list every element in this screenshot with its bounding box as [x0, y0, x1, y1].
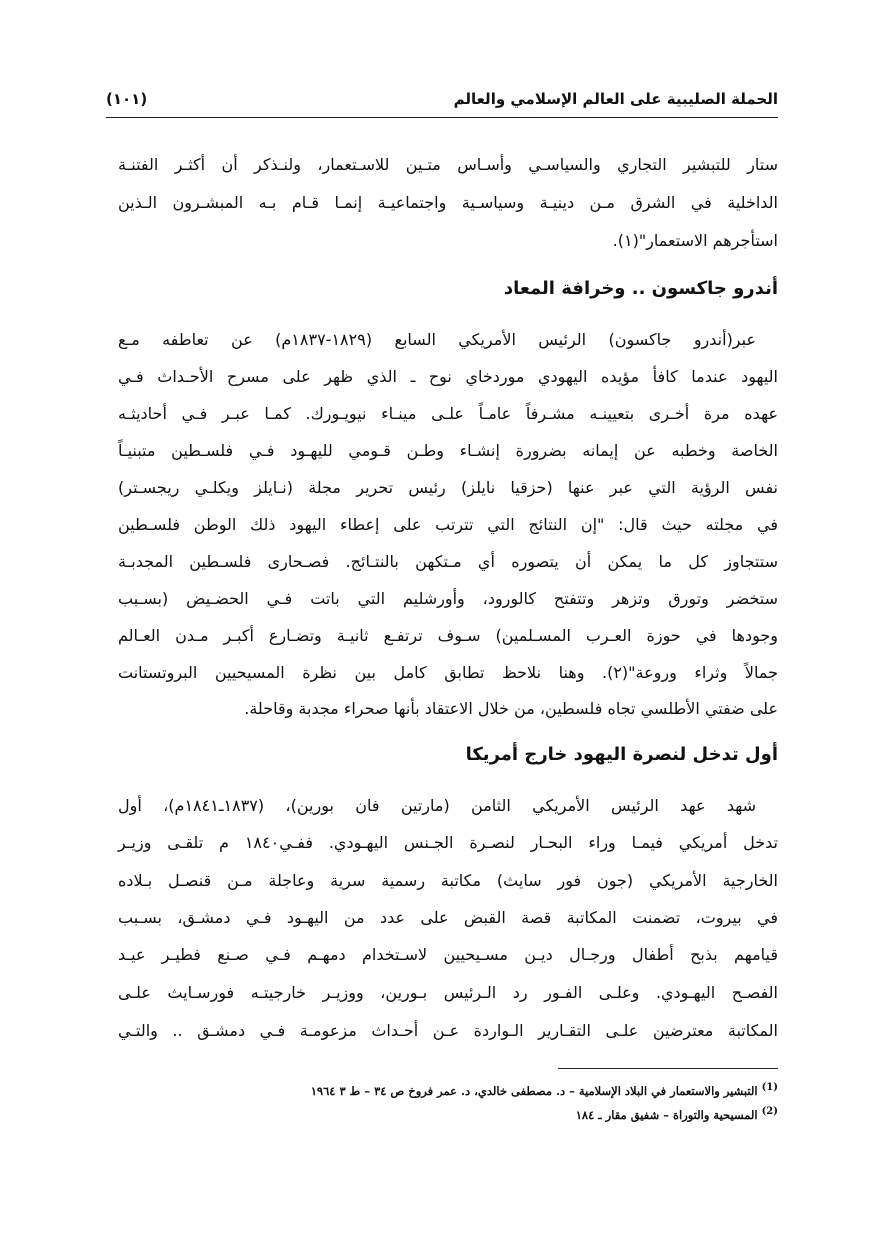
text-line: ستتجاوز كل ما يمكن أن يتصوره أي مـتكهن بالنتـائج. فصـحارى فلسـطين المجدبـة: [118, 552, 778, 571]
text-line: قيامهم بذبح أطفال ورجـال ديـن مسـيحيين لاسـتخدام دمهـم فـي صـنع فطيـر عيـد: [118, 945, 778, 964]
text-line: الفصـح اليهـودي. وعلـى الفـور رد الـرئيس بـورين، ووزيـر خارجيتـه فورسـايث علـى: [118, 983, 778, 1002]
text-line: اليهود عندما كافأ مؤيده اليهودي موردخاي نوح ـ الذي ظهر على مسرح الأحـداث فـي: [118, 367, 778, 386]
footnote-mark: (1): [761, 1082, 778, 1093]
text-line: وجودها في حوزة العـرب المسـلمين) سـوف ترتفـع ثانيـة وتضـارع أكبـر مـدن العـالم: [118, 626, 778, 645]
text-line: شهد عهد الرئيس الأمريكي الثامن (مارتين فان بورين)، (١٨٣٧ـ١٨٤١م)، أول: [118, 796, 756, 815]
page-number: (١٠١): [106, 90, 148, 108]
text-line: المكاتبة معترضين علـى التقـارير الـواردة عـن أحـداث مزعومـة فـي دمشـق .. والتـي: [118, 1021, 778, 1040]
footnote: [118, 1106, 778, 1122]
text-line: ستخضر وتورق وتزهر وتتفتح كالورود، وأورشليم التي باتت فـي الحضـيض (بسـبب: [118, 589, 778, 608]
footnote-divider: [558, 1068, 778, 1069]
text-line: جمالاً وثراء وروعة"(٢). وهنا نلاحظ تطابق كامل بين نظرة المسيحيين البروتستانت: [118, 663, 778, 682]
text-line: في بيروت، تضمنت المكاتبة قصة القبض على عدد من اليهـود فـي دمشـق، بسـبب: [118, 908, 778, 927]
text-line: تدخل أمريكي فيمـا وراء البحـار لنصـرة الجـنس اليهـودي. ففـي١٨٤٠ م تلقـى وزيـر: [118, 833, 779, 852]
text-line: ستار للتبشير التجاري والسياسـي وأسـاس متـين للاسـتعمار، ولنـذكر أن أكثـر الفتنـة: [118, 155, 778, 174]
text-line: الداخلية في الشرق مـن دينيـة وسياسـية واجتماعيـة إنمـا قـام بـه المبشـرون الـذين: [118, 193, 778, 212]
text-line: في مجلته حيث قال: "إن النتائج التي تترتب على إعطاء اليهود ذلك الوطن فلسـطين: [118, 515, 778, 534]
book-title: الحملة الصليبية على العالم الإسلامي والعالم: [453, 90, 778, 108]
text-line: على ضفتي الأطلسي تجاه فلسطين، من خلال الاعتقاد بأنها صحراء مجدبة وقاحلة.: [244, 699, 778, 718]
text-line: عهده مرة أخـرى بتعيينـه مشـرفاً عامـاً علـى مينـاء نيويـورك. كمـا عبـر فـي أحاديثـه: [118, 404, 778, 423]
footnote-text: التبشير والاستعمار في البلاد الإسلامية – د. مصطفى خالدي، د. عمر فروخ ص ٣٤ – ط ٣ ١٩٦٤: [310, 1083, 758, 1098]
footnote: [118, 1082, 778, 1098]
running-header: [106, 88, 778, 114]
text-line: نفس الرؤية التي عبر عنها (حزقيا نايلز) رئيس تحرير مجلة (نـايلز ويكلـي ريجسـتر): [118, 478, 778, 497]
footnote-mark: (2): [761, 1106, 778, 1117]
text-line: الخاصة وخطبه عن إيمانه بضرورة إنشـاء وطـن قـومي لليهـود فـي فلسـطين متبنيـاً: [118, 441, 778, 460]
text-line: الخارجية الأمريكي (جون فور سايث) مكاتبة رسمية سرية وعاجلة مـن قنصـل بـلاده: [118, 871, 778, 890]
text-line: عبر(أندرو جاكسون) الرئيس الأمريكي السابع (١٨٢٩-١٨٣٧م) عن تعاطفه مـع: [118, 330, 757, 349]
footnote-text: المسيحية والتوراة – شفيق مقار ـ ١٨٤: [575, 1107, 758, 1122]
text-line: استأجرهم الاستعمار"(١).: [612, 231, 778, 250]
section-heading: أول تدخل لنصرة اليهود خارج أمريكا: [465, 744, 778, 765]
section-heading: أندرو جاكسون .. وخرافة المعاد: [503, 278, 778, 299]
header-divider: [106, 117, 778, 118]
